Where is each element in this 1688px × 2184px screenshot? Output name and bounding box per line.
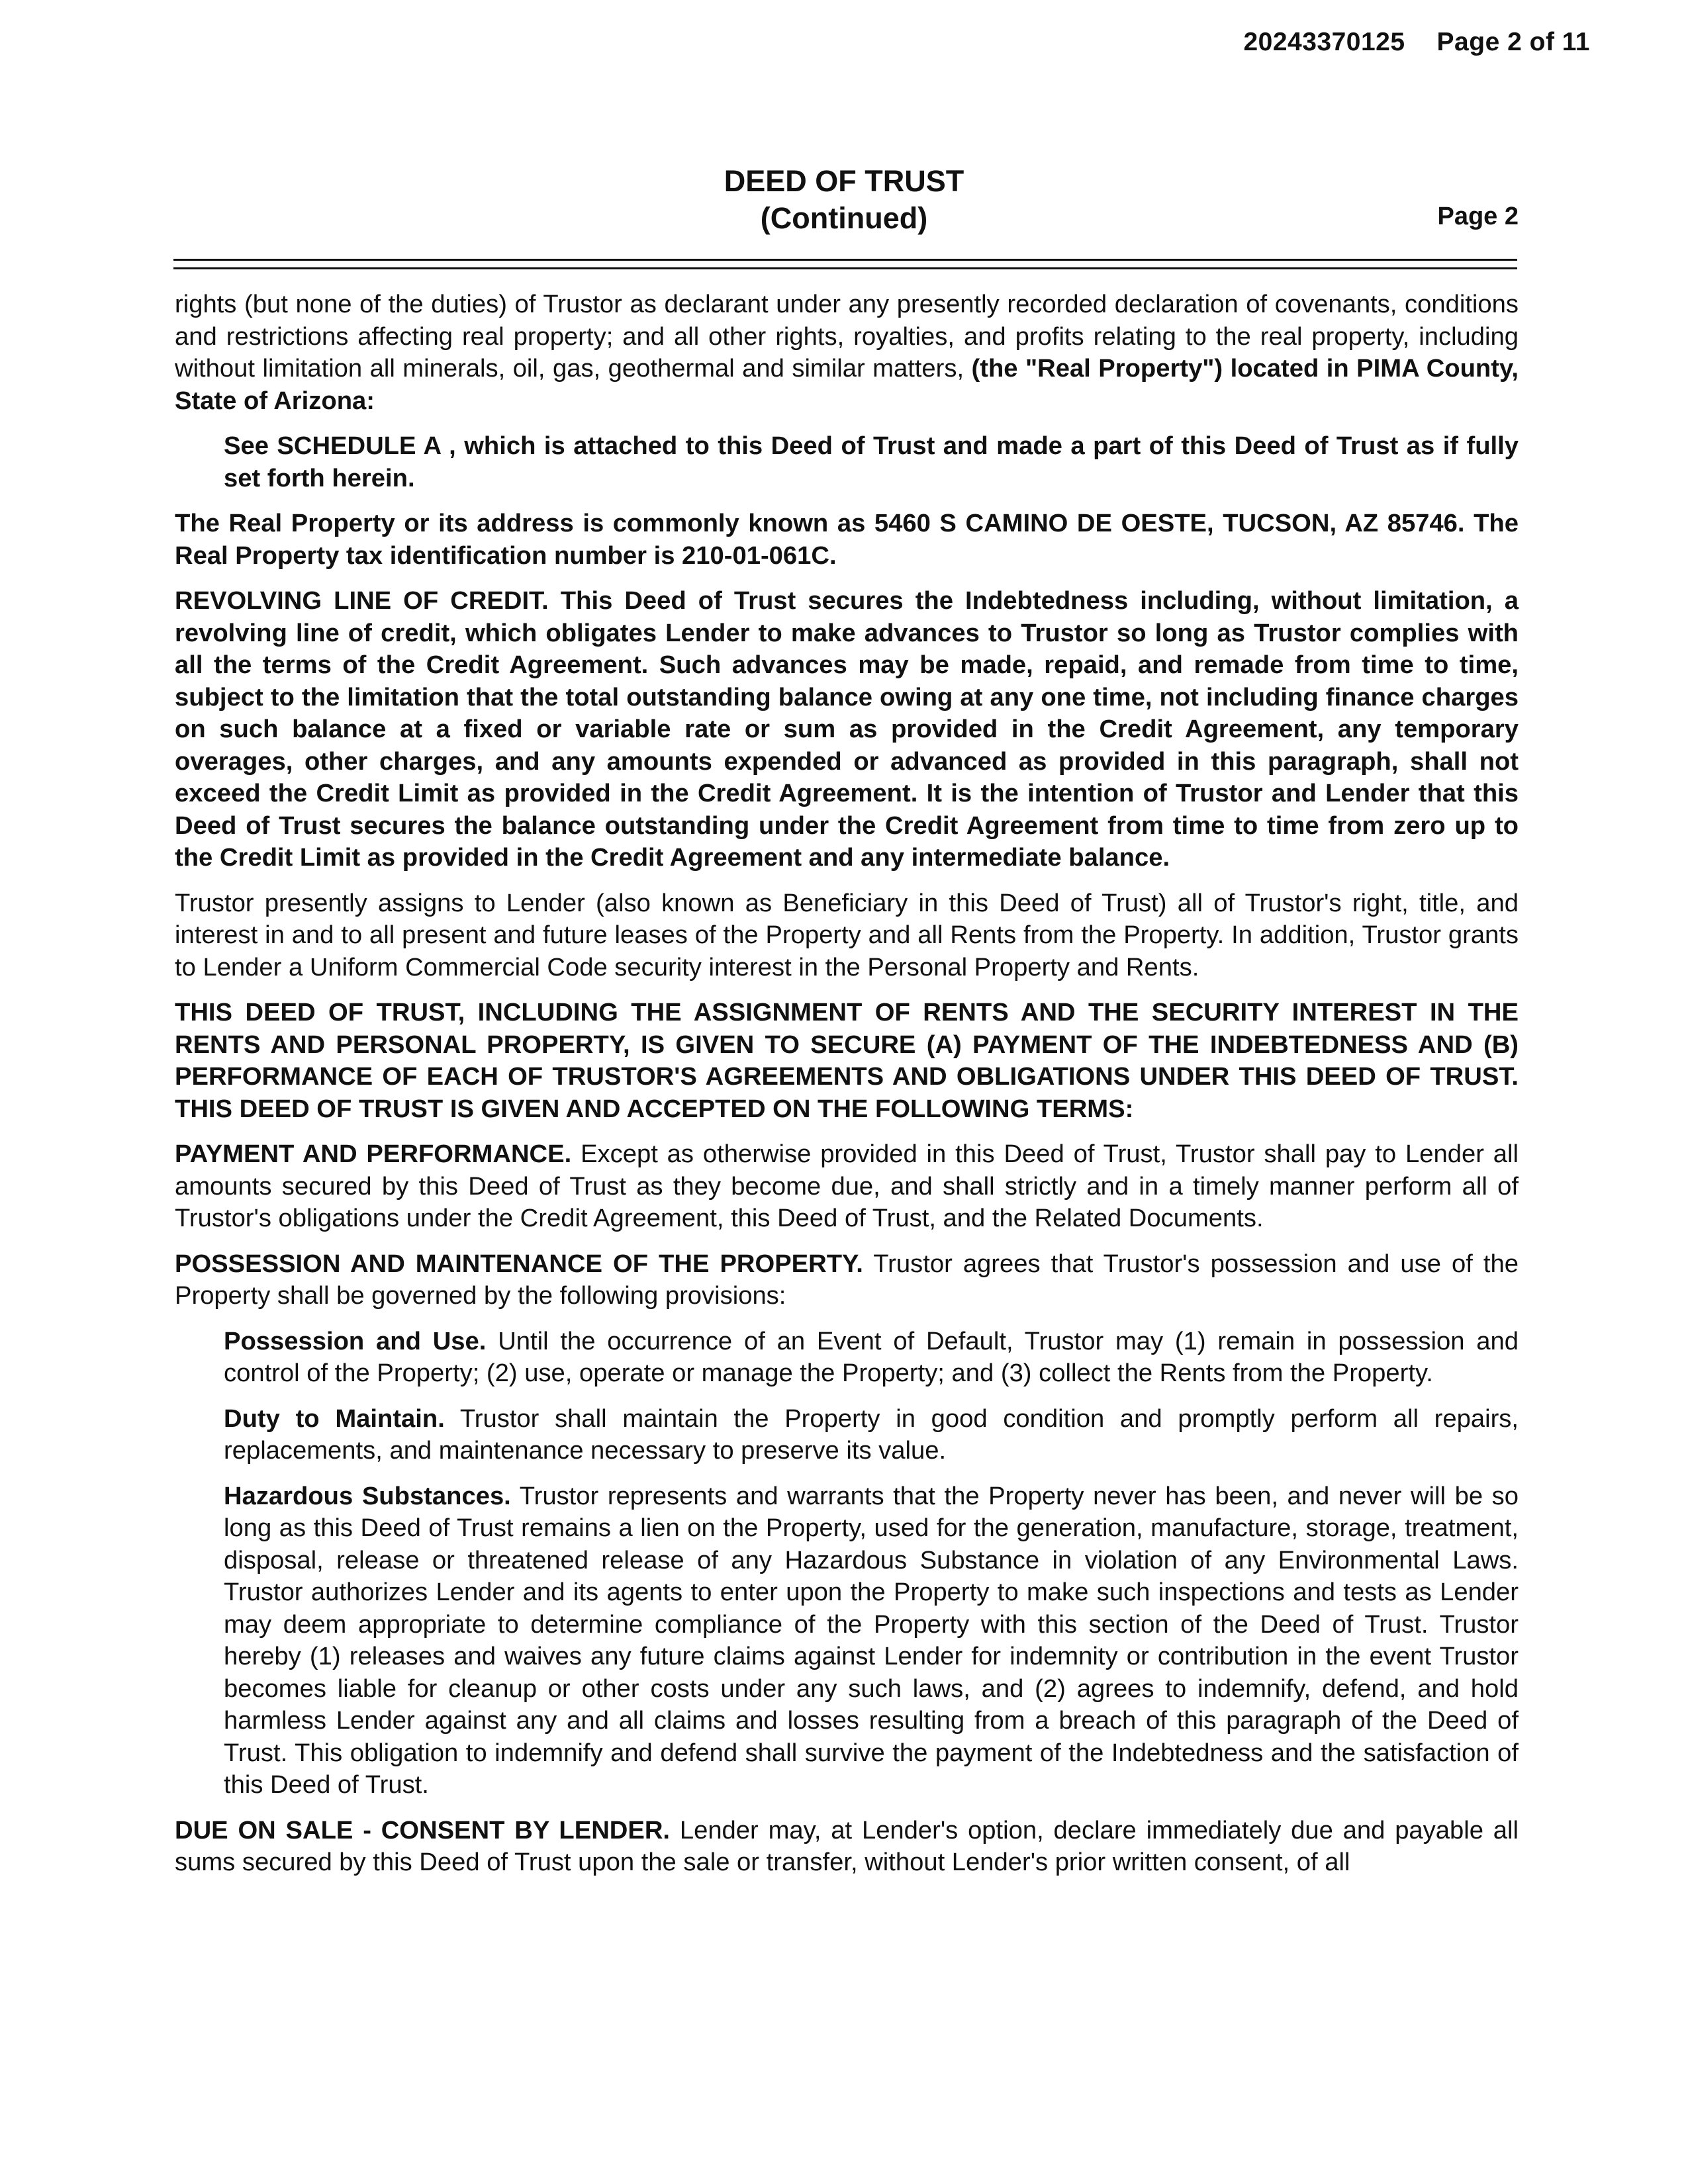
bold-text: Possession and Use. [224,1326,487,1355]
header-rule-top [173,259,1517,261]
body-text: rights (but none of the duties) of Trustor as declarant under any presently recorded declaration of covenants, conditions and restrictions affecting real property; and all other rights, royalties, and profits relating to the real property, including without limitation all minerals, oil, gas, geothermal and similar matters, [175,290,1519,383]
paragraph [175,585,1519,874]
paragraph [175,887,1519,984]
bold-text: DUE ON SALE - CONSENT BY LENDER. [175,1815,671,1844]
paragraph [175,1815,1519,1879]
body-text: Trustor presently assigns to Lender (also known as Beneficiary in this Deed of Trust) all of Trustor's right, title, and interest in and to all present and future leases of the Property and all Rents from the Property. In addition, Trustor grants to Lender a Uniform Commercial Code security interest in the Personal Property and Rents. [175,888,1519,981]
paragraph [175,997,1519,1125]
paragraph [224,1403,1519,1467]
bold-text: See SCHEDULE A , which is attached to this Deed of Trust and made a part of this Deed of Trust as if fully set forth herein. [224,432,1519,492]
bold-text: Hazardous Substances. [224,1481,511,1510]
bold-text: POSSESSION AND MAINTENANCE OF THE PROPERTY. [175,1249,863,1278]
paragraph [224,430,1519,494]
body-text: Until the occurrence of an Event of Default, Trustor may (1) remain in possession and control of the Property; (2) use, operate or manage the Property; and (3) collect the Rents from the Property. [224,1326,1519,1387]
paragraph [175,1138,1519,1235]
bold-text: THIS DEED OF TRUST, INCLUDING THE ASSIGNMENT OF RENTS AND THE SECURITY INTEREST IN THE RENTS AND PERSONAL PROPERTY, IS GIVEN TO SECURE (A) PAYMENT OF THE INDEBTEDNESS AND (B) PERFORMANCE OF EACH OF TRUSTOR'S AGREEMENTS AND OBLIGATIONS UNDER THIS DEED OF TRUST. THIS DEED OF TRUST IS GIVEN AND ACCEPTED ON THE FOLLOWING TERMS: [175,998,1519,1123]
document-title [0,163,1688,237]
body-text: Trustor agrees that Trustor's possession and use of the Property shall be governed by the following provisions: [175,1249,1519,1310]
body-text: Trustor represents and warrants that the Property never has been, and never will be so long as this Deed of Trust remains a lien on the Property, used for the generation, manufacture, storage, treatment, disposal, release or threatened release of any Hazardous Substance in violation of any Environmental Laws. Trustor authorizes Lender and its agents to enter upon the Property to make such inspections and tests as Lender may deem appropriate to determine compliance of the Property with this section of the Deed of Trust. Trustor hereby (1) releases and waives any future claims against Lender for indemnity or contribution in the event Trustor becomes liable for cleanup or other costs under any such laws, and (2) agrees to indemnify, defend, and hold harmless Lender against any and all claims and losses resulting from a breach of this paragraph of the Deed of Trust. This obligation to indemnify and defend shall survive the payment of the Indebtedness and the satisfaction of this Deed of Trust. [224,1481,1519,1799]
paragraph [175,289,1519,417]
recording-page-count: Page 2 of 11 [1436,28,1590,56]
paragraph [175,1248,1519,1312]
bold-text: PAYMENT AND PERFORMANCE. [175,1140,572,1168]
body-text: Trustor shall maintain the Property in good condition and promptly perform all repairs, replacements, and maintenance necessary to preserve its value. [224,1404,1519,1465]
bold-text: (the "Real Property") located in PIMA County, State of Arizona: [175,354,1519,415]
header-rule-bottom [173,267,1517,269]
bold-text: REVOLVING LINE OF CREDIT. This Deed of Trust secures the Indebtedness including, without limitation, a revolving line of credit, which obligates Lender to make advances to Trustor so long as Trustor complies with all the terms of the Credit Agreement. Such advances may be made, repaid, and remade from time to time, subject to the limitation that the total outstanding balance owing at any one time, not including finance charges on such balance at a fixed or variable rate or sum as provided in the Credit Agreement, any temporary overages, other charges, and any amounts expended or advanced as provided in this paragraph, shall not exceed the Credit Limit as provided in the Credit Agreement. It is the intention of Trustor and Lender that this Deed of Trust secures the balance outstanding under the Credit Agreement from time to time from zero up to the Credit Limit as provided in the Credit Agreement and any intermediate balance. [175,586,1519,872]
title-line-1: DEED OF TRUST [724,164,964,198]
title-line-2: (Continued) [760,201,928,235]
paragraph [224,1480,1519,1801]
page-number: Page 2 [1437,203,1519,230]
bold-text: The Real Property or its address is commonly known as 5460 S CAMINO DE OESTE, TUCSON, AZ 85746. The Real Property tax identification number is 210-01-061C. [175,509,1519,570]
recording-header [1243,28,1590,57]
paragraph [175,508,1519,572]
paragraph [224,1326,1519,1390]
document-body [175,289,1519,1892]
body-text: Lender may, at Lender's option, declare immediately due and payable all sums secured by this Deed of Trust upon the sale or transfer, without Lender's prior written consent, of all [175,1815,1519,1876]
recording-number: 20243370125 [1243,28,1405,56]
bold-text: Duty to Maintain. [224,1404,445,1433]
body-text: Except as otherwise provided in this Deed of Trust, Trustor shall pay to Lender all amounts secured by this Deed of Trust as they become due, and shall strictly and in a timely manner perform all of Trustor's obligations under the Credit Agreement, this Deed of Trust, and the Related Documents. [175,1140,1519,1232]
